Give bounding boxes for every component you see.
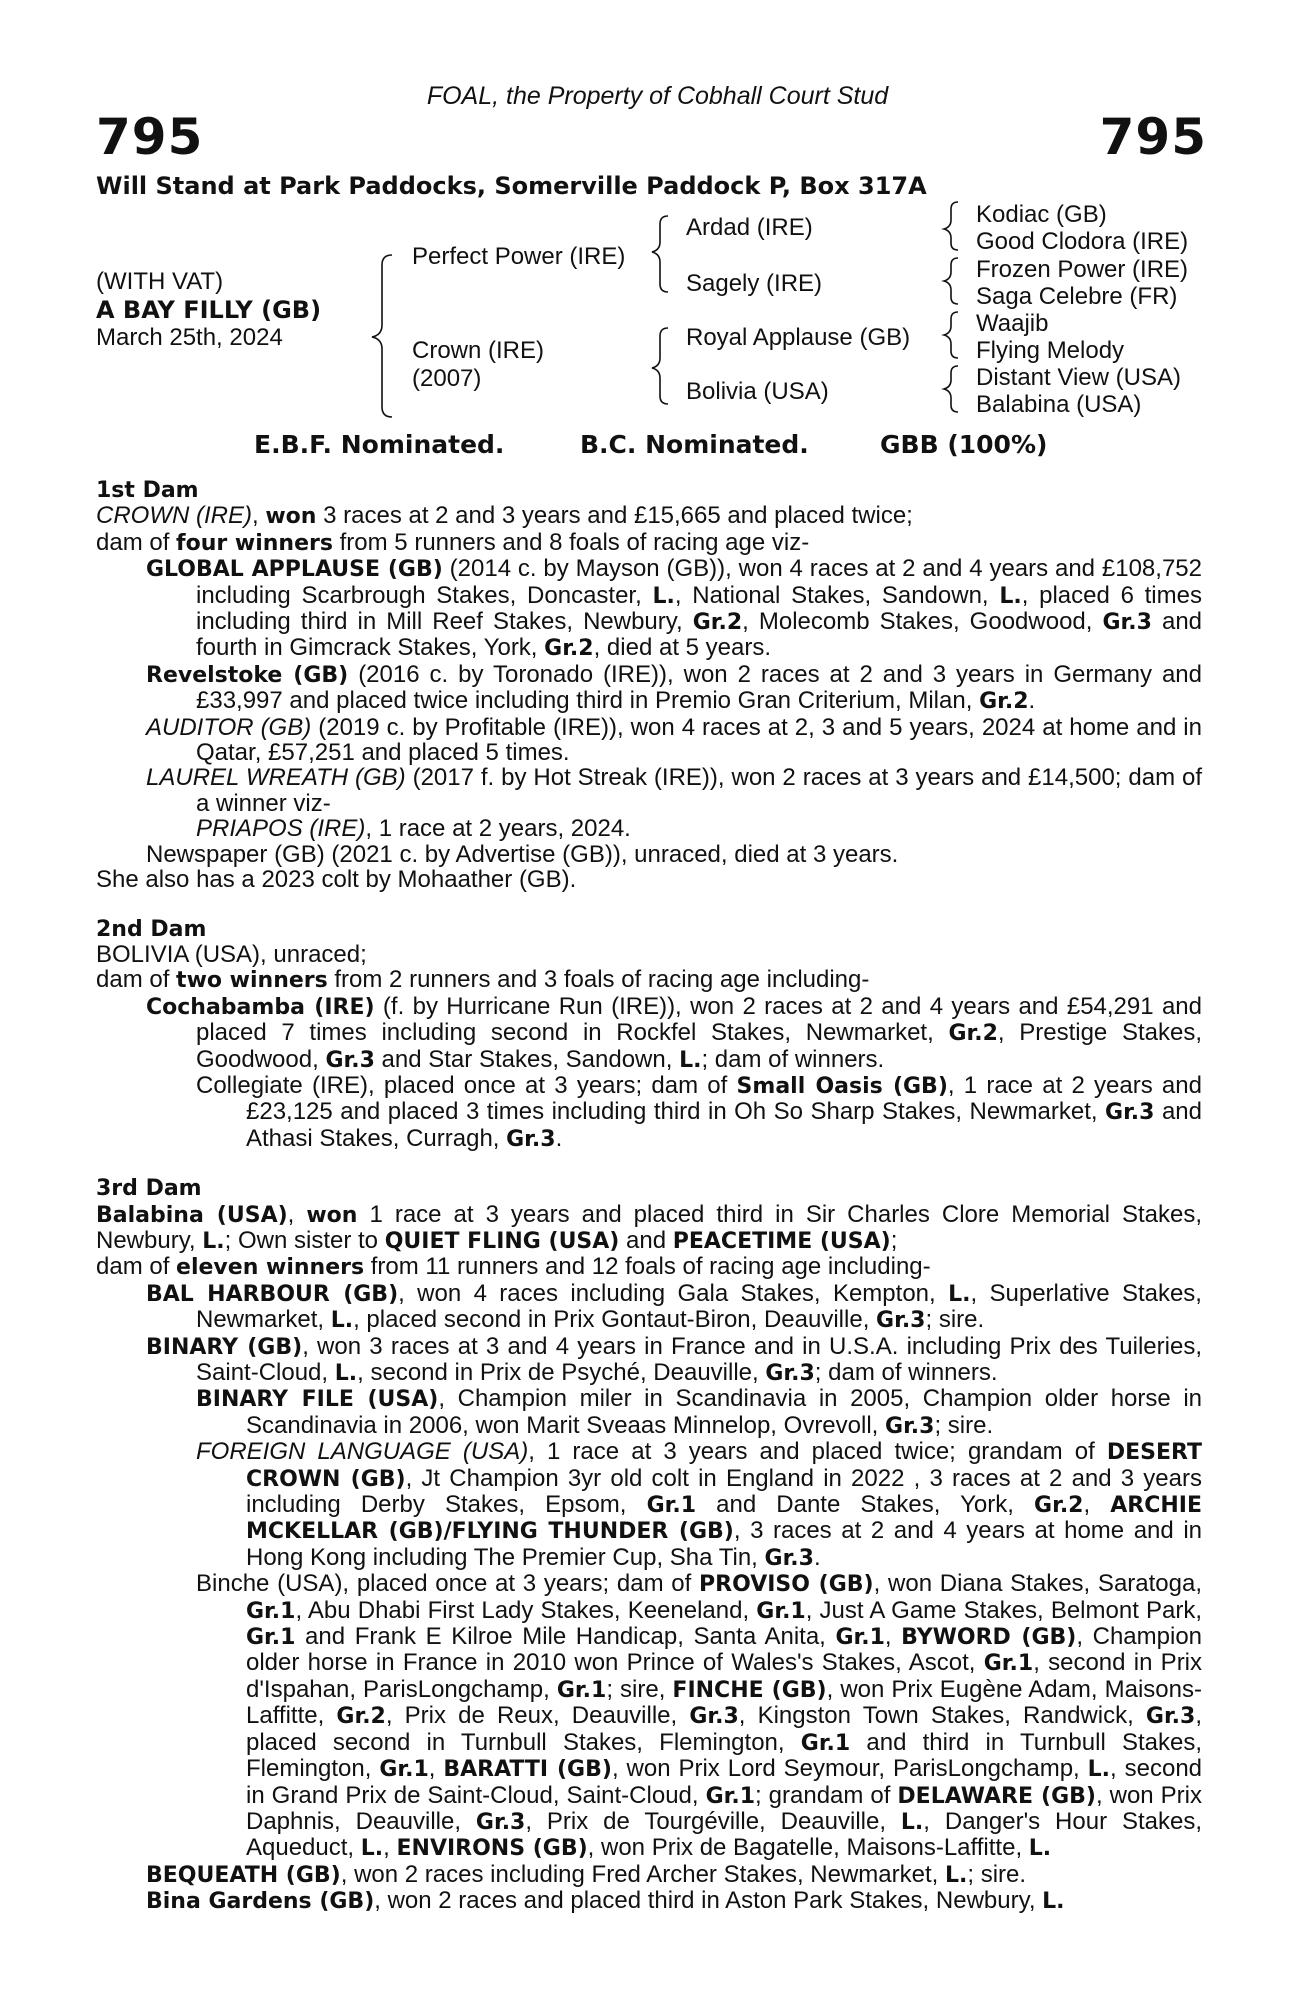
gen3-3: Frozen Power (IRE)	[976, 256, 1189, 283]
brace-sagely	[944, 258, 958, 304]
brace-ardad	[944, 202, 958, 250]
gen3-4: Saga Celebre (FR)	[976, 283, 1178, 310]
produce-priapos: PRIAPOS (IRE), 1 race at 2 years, 2024.	[196, 815, 631, 843]
sire-name: Perfect Power (IRE)	[412, 243, 626, 270]
dam-year: (2007)	[412, 365, 482, 392]
brace-dam	[652, 328, 668, 404]
dam-name: Crown (IRE)	[412, 337, 545, 364]
produce-global-applause: GLOBAL APPLAUSE (GB) (2014 c. by Mayson (GB)), won 4 races at 2 and 4 years and £108,752 including Scarbrough Stakes, Doncaster, L., National Stakes, Sandown, L., placed 6 times including third in Mill Reef Stakes, Newbury, Gr.2, Molecomb Stakes, Goodwood, Gr.3 and fourth in Gimcrack Stakes, York, Gr.2, died at 5 years.	[146, 555, 1203, 662]
third-dam-produce: dam of eleven winners from 11 runners and 12 foals of racing age including-	[96, 1253, 931, 1281]
brace-bolivia	[944, 366, 958, 412]
granddam-dam: Bolivia (USA)	[686, 378, 829, 405]
gen3-7: Distant View (USA)	[976, 364, 1181, 391]
granddam-sire: Sagely (IRE)	[686, 270, 823, 297]
gen3-5: Waajib	[976, 310, 1049, 337]
brace-sire	[652, 216, 668, 292]
produce-bal-harbour: BAL HARBOUR (GB), won 4 races including Gala Stakes, Kempton, L., Superlative Stakes, Newmarket, L., placed second in Prix Gontaut-Biron, Deauville, Gr.3; sire.	[146, 1279, 1202, 1334]
gen3-2: Good Clodora (IRE)	[976, 228, 1189, 255]
second-dam-heading: 2nd Dam	[96, 916, 207, 942]
produce-binche: Binche (USA), placed once at 3 years; dam of PROVISO (GB), won Diana Stakes, Saratoga, Gr.1, Abu Dhabi First Lady Stakes, Keeneland, Gr.1, Just A Game Stakes, Belmont Park, Gr.1 and Frank E Kilroe Mile Handicap, Santa Anita, Gr.1, BYWORD (GB), Champion older horse in France in 2010 won Prince of Wales's Stakes, Ascot, Gr.1, second in Prix d'Ispahan, ParisLongchamp, Gr.1; sire, FINCHE (GB), won Prix Eugène Adam, Maisons-Laffitte, Gr.2, Prix de Reux, Deauville, Gr.3, Kingston Town Stakes, Randwick, Gr.3, placed second in Turnbull Stakes, Flemington, Gr.1 and third in Turnbull Stakes, Flemington, Gr.1, BARATTI (GB), won Prix Lord Seymour, ParisLongchamp, L., second in Grand Prix de Saint-Cloud, Saint-Cloud, Gr.1; grandam of DELAWARE (GB), won Prix Daphnis, Deauville, Gr.3, Prix de Tourgéville, Deauville, L., Danger's Hour Stakes, Aqueduct, L., ENVIRONS (GB), won Prix de Bagatelle, Maisons-Laffitte, L.	[196, 1570, 1203, 1862]
third-dam-heading: 3rd Dam	[96, 1176, 202, 1202]
second-dam-produce: dam of two winners from 2 runners and 3 foals of racing age including-	[96, 966, 870, 994]
grandsire-dam: Royal Applause (GB)	[686, 324, 911, 351]
foaling-date: March 25th, 2024	[96, 324, 283, 351]
produce-binary-file: BINARY FILE (USA), Champion miler in Scandinavia in 2005, Champion older horse in Scandinavia in 2006, won Marit Sveaas Minnelop, Ovrevoll, Gr.3; sire.	[196, 1385, 1203, 1439]
first-dam-heading: 1st Dam	[96, 478, 199, 503]
grandsire-sire: Ardad (IRE)	[686, 214, 813, 241]
produce-laurel-wreath: LAUREL WREATH (GB) (2017 f. by Hot Streak (IRE)), won 2 races at 3 years and £14,500; dam of a winner viz-	[146, 764, 1203, 817]
gen3-1: Kodiac (GB)	[976, 201, 1107, 228]
horse-name: A BAY FILLY (GB)	[96, 296, 322, 324]
third-dam-line: Balabina (USA), won 1 race at 3 years and placed third in Sir Charles Clore Memorial Stakes, Newbury, L.; Own sister to QUIET FLING (USA) and PEACETIME (USA);	[96, 1200, 1202, 1254]
vat-note: (WITH VAT)	[96, 268, 224, 295]
brace-main	[372, 255, 392, 417]
vendor-line: FOAL, the Property of Cobhall Court Stud	[426, 82, 889, 110]
first-dam-line: CROWN (IRE), won 3 races at 2 and 3 years and £15,665 and placed twice;	[96, 502, 913, 530]
produce-foreign-language: FOREIGN LANGUAGE (USA), 1 race at 3 years and placed twice; grandam of DESERT CROWN (GB), Jt Champion 3yr old colt in England in 2022 , 3 races at 2 and 3 years including Derby Stakes, Epsom, Gr.1 and Dante Stakes, York, Gr.2, ARCHIE MCKELLAR (GB)/FLYING THUNDER (GB), 3 races at 2 and 4 years at home and in Hong Kong including The Premier Cup, Sha Tin, Gr.3.	[196, 1438, 1203, 1571]
second-dam-line: BOLIVIA (USA), unraced;	[96, 940, 367, 968]
produce-auditor: AUDITOR (GB) (2019 c. by Profitable (IRE)), won 4 races at 2, 3 and 5 years, 2024 at home and in Qatar, £57,251 and placed 5 times.	[146, 713, 1202, 767]
produce-collegiate: Collegiate (IRE), placed once at 3 years; dam of Small Oasis (GB), 1 race at 2 years and £23,125 and placed 3 times including third in Oh So Sharp Stakes, Newmarket, Gr.3 and Athasi Stakes, Curragh, Gr.3.	[196, 1071, 1202, 1152]
produce-record	[96, 478, 1202, 1915]
first-dam-produce: dam of four winners from 5 runners and 8 foals of racing age viz-	[96, 528, 810, 556]
lot-number-right: 795	[1099, 108, 1207, 166]
produce-revelstoke: Revelstoke (GB) (2016 c. by Toronado (IRE)), won 2 races at 2 and 3 years in Germany and £33,997 and placed twice including third in Premio Gran Criterium, Milan, Gr.2.	[146, 660, 1203, 715]
stand-location: Will Stand at Park Paddocks, Somerville Paddock P, Box 317A	[96, 172, 927, 200]
produce-binary: BINARY (GB), won 3 races at 3 and 4 years in France and in U.S.A. including Prix des Tuileries, Saint-Cloud, L., second in Prix de Psyché, Deauville, Gr.3; dam of winners.	[146, 1332, 1202, 1386]
brace-royal	[944, 312, 958, 358]
gen3-6: Flying Melody	[976, 337, 1125, 364]
produce-cochabamba: Cochabamba (IRE) (f. by Hurricane Run (IRE)), won 2 races at 2 and 4 years and £54,291 and placed 7 times including second in Rockfel Stakes, Newmarket, Gr.2, Prestige Stakes, Goodwood, Gr.3 and Star Stakes, Sandown, L.; dam of winners.	[146, 992, 1203, 1073]
bc-nomination: B.C. Nominated.	[580, 430, 809, 459]
gen3-8: Balabina (USA)	[976, 391, 1142, 418]
lot-number-left: 795	[96, 108, 204, 166]
produce-newspaper: Newspaper (GB) (2021 c. by Advertise (GB)), unraced, died at 3 years.	[146, 840, 899, 868]
gbb-rating: GBB (100%)	[880, 430, 1048, 459]
produce-note: She also has a 2023 colt by Mohaather (GB).	[96, 866, 577, 894]
produce-bina-gardens: Bina Gardens (GB), won 2 races and placed third in Aston Park Stakes, Newbury, L.	[146, 1887, 1065, 1915]
produce-bequeath: BEQUEATH (GB), won 2 races including Fred Archer Stakes, Newmarket, L.; sire.	[146, 1860, 1027, 1888]
ebf-nomination: E.B.F. Nominated.	[254, 430, 505, 459]
